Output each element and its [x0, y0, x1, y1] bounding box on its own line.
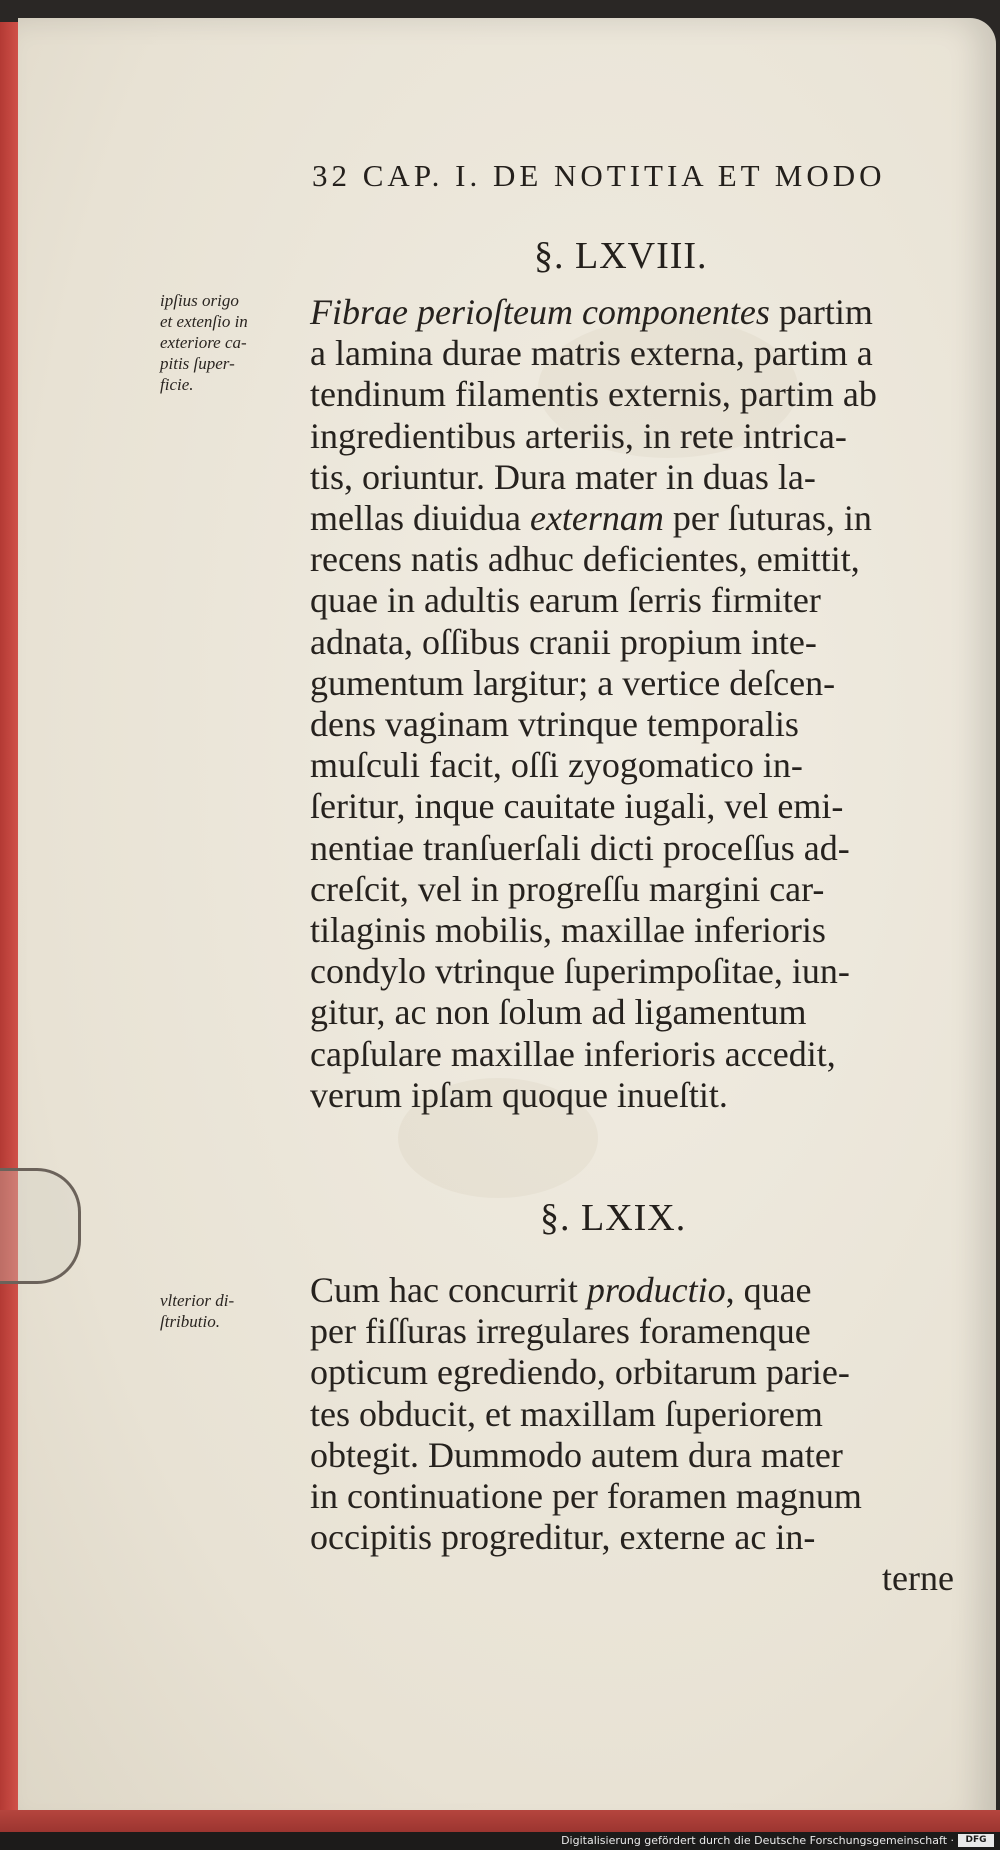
text-line: [310, 1034, 954, 1075]
line-text: creſcit, vel in progreſſu margini car-: [310, 868, 825, 909]
margin-note-line: et extenſio in: [160, 312, 248, 331]
text-line: [310, 786, 954, 827]
text-line: [310, 910, 954, 951]
line-text: muſculi facit, oſſi zyogomatico in-: [310, 745, 803, 786]
running-head: 32 CAP. I. DE NOTITIA ET MODO: [312, 158, 886, 193]
margin-note-line: pitis ſuper-: [160, 354, 235, 373]
margin-note-line: ipſius origo: [160, 291, 239, 310]
line-text: opticum egrediendo, orbitarum parie-: [310, 1352, 850, 1393]
text-line: [310, 333, 954, 374]
text-line: [310, 622, 954, 663]
text-line: [310, 292, 954, 333]
margin-note-line: vlterior di-: [160, 1291, 235, 1310]
line-text: verum ipſam quoque inueſtit.: [310, 1074, 728, 1115]
line-text: tes obducit, et maxillam ſuperiorem: [310, 1393, 823, 1434]
line-text: recens natis adhuc deficientes, emittit,: [310, 539, 860, 580]
line-text: per ſuturas, in: [663, 498, 872, 539]
text-line: [310, 416, 954, 457]
line-text: dens vaginam vtrinque temporalis: [310, 704, 799, 745]
line-text: gitur, ac non ſolum ad ligamentum: [310, 992, 807, 1033]
margin-note-distribution: [160, 1290, 310, 1332]
line-text: mellas diuidua: [310, 498, 530, 539]
text-line: [310, 1394, 954, 1435]
line-text: gumentum largitur; a vertice deſcen-: [310, 662, 836, 703]
line-text: in continuatione per foramen magnum: [310, 1476, 862, 1517]
line-text: capſulare maxillae inferioris accedit,: [310, 1033, 836, 1074]
text-line: [310, 539, 954, 580]
text-line: [310, 1352, 954, 1393]
dfg-logo: DFG: [958, 1834, 994, 1847]
text-line: [310, 1435, 954, 1476]
line-text: occipitis progreditur, externe ac in-: [310, 1517, 816, 1558]
text-line: [310, 457, 954, 498]
line-text: per fiſſuras irregulares foramenque: [310, 1311, 811, 1352]
bookmark-clip: [0, 1168, 81, 1284]
text-line: [310, 498, 954, 539]
text-line: [310, 580, 954, 621]
text-line: [310, 1517, 954, 1558]
text-line: [310, 992, 954, 1033]
text-line: [310, 745, 954, 786]
text-line: [310, 1270, 954, 1311]
text-line: [310, 869, 954, 910]
catchword: [310, 1558, 954, 1599]
line-text: partim: [769, 292, 873, 332]
line-text: ingredientibus arteriis, in rete intrica-: [310, 415, 847, 456]
margin-note-origin: [160, 290, 310, 395]
text-line: [310, 1311, 954, 1352]
section-body-lxviii: [310, 292, 954, 1116]
line-text: adnata, oſſibus cranii propium inte-: [310, 621, 817, 662]
line-text: obtegit. Dummodo autem dura mater: [310, 1434, 843, 1475]
book-bottom-edge: [0, 1810, 1000, 1832]
line-text: tendinum filamentis externis, partim ab: [310, 374, 877, 415]
line-text: condylo vtrinque ſuperimpoſitae, iun-: [310, 951, 850, 992]
margin-note-line: exteriore ca-: [160, 333, 247, 352]
text-line: [310, 663, 954, 704]
catchword-text: terne: [882, 1558, 954, 1598]
line-text: nentiae tranſuerſali dicti proceſſus ad-: [310, 827, 850, 868]
line-text: tis, oriuntur. Dura mater in duas la-: [310, 456, 816, 497]
line-text: ſeritur, inque cauitate iugali, vel emi-: [310, 786, 844, 827]
italic-term: productio: [586, 1270, 726, 1310]
text-line: [310, 374, 954, 415]
line-text: Cum hac concurrit: [310, 1270, 587, 1310]
italic-term: Fibrae perioſteum componentes: [310, 292, 770, 332]
italic-term: externam: [529, 498, 664, 539]
section-heading-lxviii: §. LXVIII.: [534, 235, 708, 277]
section-body-lxix: [310, 1270, 954, 1558]
digitization-credit: Digitalisierung gefördert durch die Deutsche Forschungsgemeinschaft ·: [561, 1834, 954, 1847]
text-line: [310, 828, 954, 869]
section-heading-lxix: §. LXIX.: [540, 1197, 687, 1239]
line-text: tilaginis mobilis, maxillae inferioris: [310, 910, 826, 951]
text-line: [310, 1476, 954, 1517]
margin-note-line: ficie.: [160, 375, 194, 394]
line-text: quae in adultis earum ſerris firmiter: [310, 580, 821, 621]
line-text: , quae: [725, 1270, 812, 1310]
text-line: [310, 704, 954, 745]
text-line: [310, 951, 954, 992]
margin-note-line: ſtributio.: [160, 1312, 220, 1331]
line-text: a lamina durae matris externa, partim a: [310, 333, 873, 374]
text-line: [310, 1075, 954, 1116]
